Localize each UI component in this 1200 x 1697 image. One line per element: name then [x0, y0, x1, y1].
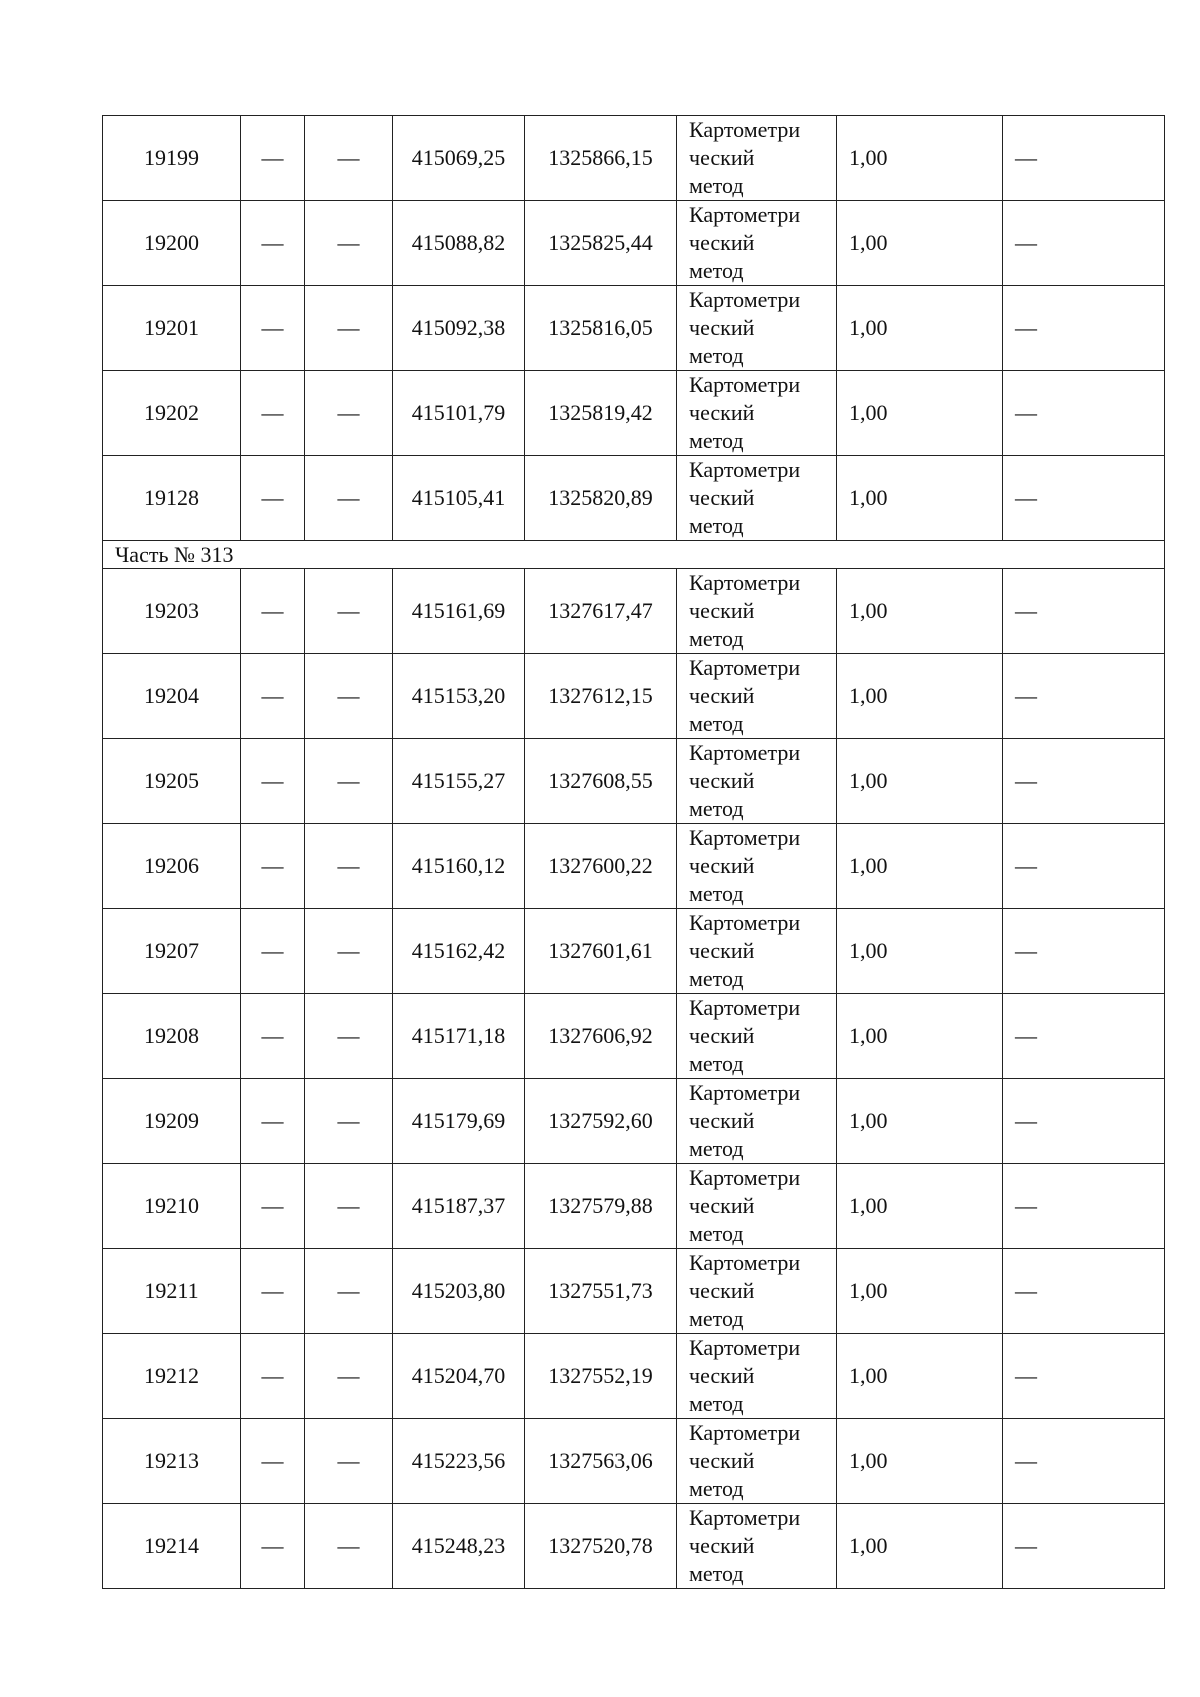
empty-dash-cell: —	[1003, 1504, 1165, 1589]
method-text-line: метод	[689, 1306, 744, 1331]
method-cell	[677, 1164, 837, 1249]
method-text-line: ческий	[689, 315, 755, 340]
table-row	[103, 909, 1165, 994]
table-row	[103, 739, 1165, 824]
empty-dash-cell: —	[305, 824, 393, 909]
section-heading-row	[103, 541, 1165, 569]
section-heading: Часть № 313	[103, 541, 1165, 569]
point-number-cell: 19199	[103, 116, 241, 201]
table-row	[103, 116, 1165, 201]
accuracy-cell: 1,00	[837, 1334, 1003, 1419]
empty-dash-cell: —	[1003, 1334, 1165, 1419]
empty-dash-cell: —	[305, 1164, 393, 1249]
table-row	[103, 994, 1165, 1079]
empty-dash-cell: —	[241, 1419, 305, 1504]
method-text-line: метод	[689, 1476, 744, 1501]
empty-dash-cell: —	[1003, 1419, 1165, 1504]
method-text-line: метод	[689, 1561, 744, 1586]
empty-dash-cell: —	[305, 994, 393, 1079]
accuracy-cell: 1,00	[837, 824, 1003, 909]
y-coordinate-cell: 1327601,61	[525, 909, 677, 994]
method-text-line: метод	[689, 258, 744, 283]
empty-dash-cell: —	[241, 371, 305, 456]
empty-dash-cell: —	[241, 1504, 305, 1589]
empty-dash-cell: —	[1003, 654, 1165, 739]
accuracy-cell: 1,00	[837, 286, 1003, 371]
method-text-line: ческий	[689, 598, 755, 623]
method-cell	[677, 286, 837, 371]
method-text-line: Картометри	[689, 372, 801, 397]
accuracy-cell: 1,00	[837, 654, 1003, 739]
empty-dash-cell: —	[241, 1249, 305, 1334]
accuracy-cell: 1,00	[837, 371, 1003, 456]
table-row	[103, 371, 1165, 456]
empty-dash-cell: —	[1003, 1249, 1165, 1334]
method-text-line: ческий	[689, 145, 755, 170]
point-number-cell: 19209	[103, 1079, 241, 1164]
method-text-line: ческий	[689, 485, 755, 510]
table-row	[103, 456, 1165, 541]
method-text-line: Картометри	[689, 287, 801, 312]
empty-dash-cell: —	[1003, 371, 1165, 456]
x-coordinate-cell: 415161,69	[393, 569, 525, 654]
y-coordinate-cell: 1325816,05	[525, 286, 677, 371]
method-text-line: ческий	[689, 1193, 755, 1218]
method-cell	[677, 569, 837, 654]
accuracy-cell: 1,00	[837, 456, 1003, 541]
y-coordinate-cell: 1325819,42	[525, 371, 677, 456]
method-text-line: ческий	[689, 853, 755, 878]
method-text-line: Картометри	[689, 457, 801, 482]
method-text-line: ческий	[689, 230, 755, 255]
method-text-line: метод	[689, 711, 744, 736]
method-text-line: метод	[689, 173, 744, 198]
x-coordinate-cell: 415155,27	[393, 739, 525, 824]
method-text-line: метод	[689, 626, 744, 651]
point-number-cell: 19213	[103, 1419, 241, 1504]
empty-dash-cell: —	[241, 824, 305, 909]
empty-dash-cell: —	[305, 371, 393, 456]
method-text-line: метод	[689, 428, 744, 453]
method-text-line: Картометри	[689, 995, 801, 1020]
y-coordinate-cell: 1327617,47	[525, 569, 677, 654]
empty-dash-cell: —	[241, 201, 305, 286]
table-row	[103, 1419, 1165, 1504]
empty-dash-cell: —	[241, 994, 305, 1079]
method-text-line: ческий	[689, 1023, 755, 1048]
table-row	[103, 654, 1165, 739]
point-number-cell: 19205	[103, 739, 241, 824]
accuracy-cell: 1,00	[837, 1249, 1003, 1334]
y-coordinate-cell: 1327563,06	[525, 1419, 677, 1504]
empty-dash-cell: —	[305, 739, 393, 824]
empty-dash-cell: —	[241, 1164, 305, 1249]
method-text-line: ческий	[689, 400, 755, 425]
x-coordinate-cell: 415171,18	[393, 994, 525, 1079]
y-coordinate-cell: 1325820,89	[525, 456, 677, 541]
x-coordinate-cell: 415203,80	[393, 1249, 525, 1334]
table-row	[103, 201, 1165, 286]
empty-dash-cell: —	[1003, 116, 1165, 201]
method-text-line: Картометри	[689, 1505, 801, 1530]
accuracy-cell: 1,00	[837, 116, 1003, 201]
method-text-line: Картометри	[689, 910, 801, 935]
method-text-line: метод	[689, 343, 744, 368]
empty-dash-cell: —	[241, 116, 305, 201]
y-coordinate-cell: 1327579,88	[525, 1164, 677, 1249]
x-coordinate-cell: 415179,69	[393, 1079, 525, 1164]
table-body	[103, 116, 1165, 1589]
x-coordinate-cell: 415204,70	[393, 1334, 525, 1419]
method-cell	[677, 909, 837, 994]
empty-dash-cell: —	[305, 909, 393, 994]
accuracy-cell: 1,00	[837, 201, 1003, 286]
empty-dash-cell: —	[241, 456, 305, 541]
y-coordinate-cell: 1327608,55	[525, 739, 677, 824]
method-cell	[677, 201, 837, 286]
empty-dash-cell: —	[1003, 1079, 1165, 1164]
empty-dash-cell: —	[1003, 824, 1165, 909]
y-coordinate-cell: 1327520,78	[525, 1504, 677, 1589]
x-coordinate-cell: 415105,41	[393, 456, 525, 541]
method-cell	[677, 1419, 837, 1504]
empty-dash-cell: —	[305, 1079, 393, 1164]
method-text-line: ческий	[689, 768, 755, 793]
accuracy-cell: 1,00	[837, 739, 1003, 824]
point-number-cell: 19211	[103, 1249, 241, 1334]
empty-dash-cell: —	[1003, 569, 1165, 654]
method-text-line: Картометри	[689, 655, 801, 680]
y-coordinate-cell: 1327600,22	[525, 824, 677, 909]
method-text-line: метод	[689, 513, 744, 538]
x-coordinate-cell: 415160,12	[393, 824, 525, 909]
empty-dash-cell: —	[305, 569, 393, 654]
method-text-line: Картометри	[689, 570, 801, 595]
y-coordinate-cell: 1327592,60	[525, 1079, 677, 1164]
y-coordinate-cell: 1327552,19	[525, 1334, 677, 1419]
x-coordinate-cell: 415101,79	[393, 371, 525, 456]
method-text-line: Картометри	[689, 1080, 801, 1105]
accuracy-cell: 1,00	[837, 1164, 1003, 1249]
method-text-line: ческий	[689, 1448, 755, 1473]
empty-dash-cell: —	[241, 654, 305, 739]
point-number-cell: 19128	[103, 456, 241, 541]
method-text-line: ческий	[689, 1108, 755, 1133]
table-row	[103, 286, 1165, 371]
point-number-cell: 19207	[103, 909, 241, 994]
method-text-line: метод	[689, 1136, 744, 1161]
empty-dash-cell: —	[305, 1249, 393, 1334]
point-number-cell: 19203	[103, 569, 241, 654]
point-number-cell: 19210	[103, 1164, 241, 1249]
y-coordinate-cell: 1327612,15	[525, 654, 677, 739]
method-text-line: Картометри	[689, 202, 801, 227]
method-cell	[677, 824, 837, 909]
method-text-line: Картометри	[689, 1420, 801, 1445]
x-coordinate-cell: 415162,42	[393, 909, 525, 994]
point-number-cell: 19202	[103, 371, 241, 456]
method-text-line: метод	[689, 796, 744, 821]
empty-dash-cell: —	[241, 909, 305, 994]
x-coordinate-cell: 415223,56	[393, 1419, 525, 1504]
method-cell	[677, 371, 837, 456]
point-number-cell: 19208	[103, 994, 241, 1079]
empty-dash-cell: —	[1003, 739, 1165, 824]
accuracy-cell: 1,00	[837, 994, 1003, 1079]
x-coordinate-cell: 415088,82	[393, 201, 525, 286]
method-cell	[677, 654, 837, 739]
y-coordinate-cell: 1327551,73	[525, 1249, 677, 1334]
table-row	[103, 1504, 1165, 1589]
x-coordinate-cell: 415248,23	[393, 1504, 525, 1589]
method-text-line: ческий	[689, 1363, 755, 1388]
point-number-cell: 19214	[103, 1504, 241, 1589]
method-cell	[677, 994, 837, 1079]
method-cell	[677, 739, 837, 824]
method-text-line: Картометри	[689, 117, 801, 142]
empty-dash-cell: —	[305, 654, 393, 739]
method-cell	[677, 1334, 837, 1419]
method-text-line: ческий	[689, 683, 755, 708]
empty-dash-cell: —	[241, 739, 305, 824]
y-coordinate-cell: 1325866,15	[525, 116, 677, 201]
point-number-cell: 19201	[103, 286, 241, 371]
empty-dash-cell: —	[305, 286, 393, 371]
empty-dash-cell: —	[305, 116, 393, 201]
empty-dash-cell: —	[1003, 201, 1165, 286]
method-text-line: метод	[689, 881, 744, 906]
empty-dash-cell: —	[241, 1079, 305, 1164]
method-text-line: Картометри	[689, 1335, 801, 1360]
empty-dash-cell: —	[241, 569, 305, 654]
table-row	[103, 1249, 1165, 1334]
empty-dash-cell: —	[1003, 286, 1165, 371]
method-cell	[677, 1079, 837, 1164]
method-text-line: ческий	[689, 1278, 755, 1303]
point-number-cell: 19200	[103, 201, 241, 286]
method-text-line: метод	[689, 1221, 744, 1246]
table-row	[103, 569, 1165, 654]
accuracy-cell: 1,00	[837, 1079, 1003, 1164]
table-row	[103, 1334, 1165, 1419]
empty-dash-cell: —	[1003, 456, 1165, 541]
empty-dash-cell: —	[305, 1334, 393, 1419]
empty-dash-cell: —	[1003, 1164, 1165, 1249]
x-coordinate-cell: 415092,38	[393, 286, 525, 371]
x-coordinate-cell: 415153,20	[393, 654, 525, 739]
empty-dash-cell: —	[305, 1504, 393, 1589]
point-number-cell: 19206	[103, 824, 241, 909]
table-row	[103, 1164, 1165, 1249]
accuracy-cell: 1,00	[837, 1419, 1003, 1504]
y-coordinate-cell: 1327606,92	[525, 994, 677, 1079]
empty-dash-cell: —	[241, 286, 305, 371]
method-cell	[677, 1504, 837, 1589]
accuracy-cell: 1,00	[837, 1504, 1003, 1589]
table-row	[103, 1079, 1165, 1164]
empty-dash-cell: —	[305, 456, 393, 541]
accuracy-cell: 1,00	[837, 569, 1003, 654]
y-coordinate-cell: 1325825,44	[525, 201, 677, 286]
point-number-cell: 19204	[103, 654, 241, 739]
method-text-line: Картометри	[689, 1250, 801, 1275]
method-text-line: метод	[689, 966, 744, 991]
method-cell	[677, 456, 837, 541]
method-text-line: ческий	[689, 1533, 755, 1558]
table-row	[103, 824, 1165, 909]
method-text-line: Картометри	[689, 825, 801, 850]
empty-dash-cell: —	[241, 1334, 305, 1419]
method-cell	[677, 1249, 837, 1334]
empty-dash-cell: —	[305, 1419, 393, 1504]
x-coordinate-cell: 415187,37	[393, 1164, 525, 1249]
point-number-cell: 19212	[103, 1334, 241, 1419]
method-text-line: метод	[689, 1391, 744, 1416]
coordinates-table	[102, 115, 1165, 1589]
method-text-line: Картометри	[689, 740, 801, 765]
method-text-line: метод	[689, 1051, 744, 1076]
empty-dash-cell: —	[1003, 994, 1165, 1079]
empty-dash-cell: —	[305, 201, 393, 286]
accuracy-cell: 1,00	[837, 909, 1003, 994]
empty-dash-cell: —	[1003, 909, 1165, 994]
x-coordinate-cell: 415069,25	[393, 116, 525, 201]
method-text-line: Картометри	[689, 1165, 801, 1190]
method-text-line: ческий	[689, 938, 755, 963]
method-cell	[677, 116, 837, 201]
